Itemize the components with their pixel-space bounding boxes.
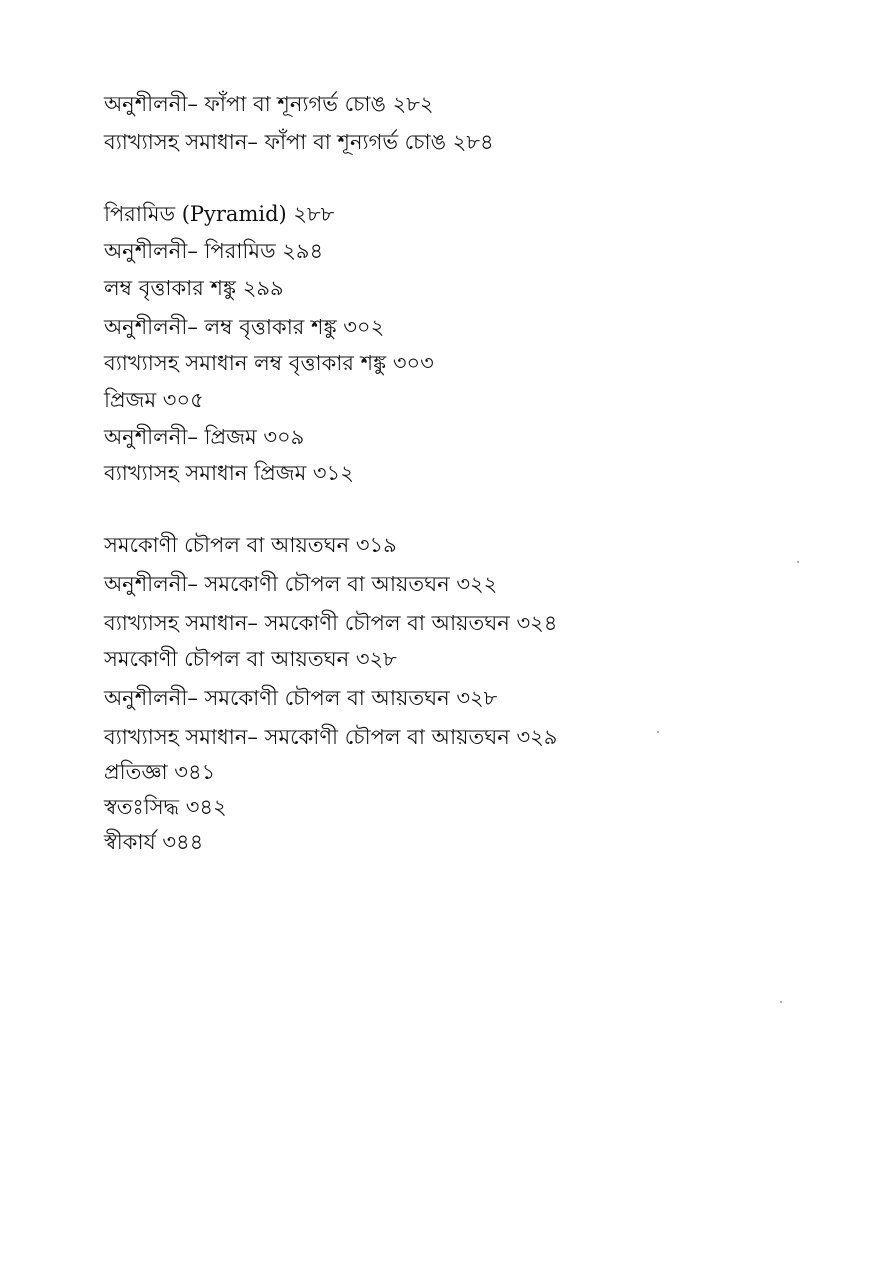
toc-entry-hollow-cylinder-exercise: অনুশীলনী– ফাঁপা বা শূন্যগর্ভ চোঙ ২৮২ — [104, 92, 434, 116]
toc-entry-cuboid-exercise-repeat: অনুশীলনী– সমকোণী চৌপল বা আয়তঘন ৩২৮ — [104, 686, 498, 710]
scan-speck — [657, 731, 659, 733]
scan-speck — [797, 561, 799, 563]
toc-entry-right-circular-cone-exercise: অনুশীলনী– লম্ব বৃত্তাকার শঙ্কু ৩০২ — [104, 315, 385, 339]
toc-entry-cuboid-exercise: অনুশীলনী– সমকোণী চৌপল বা আয়তঘন ৩২২ — [104, 572, 498, 596]
toc-entry-hollow-cylinder-solutions: ব্যাখ্যাসহ সমাধান– ফাঁপা বা শূন্যগর্ভ চোঙ ২৮৪ — [104, 130, 494, 154]
toc-entry-right-circular-cone-solutions: ব্যাখ্যাসহ সমাধান লম্ব বৃত্তাকার শঙ্কু ৩০৩ — [104, 351, 434, 375]
toc-entry-cuboid-solutions: ব্যাখ্যাসহ সমাধান– সমকোণী চৌপল বা আয়তঘন ৩২৪ — [104, 611, 558, 635]
toc-entry-theorem: প্রতিজ্ঞা ৩৪১ — [104, 760, 216, 784]
toc-entry-cuboid-repeat: সমকোণী চৌপল বা আয়তঘন ৩২৮ — [104, 647, 397, 671]
toc-entry-axiom: স্বতঃসিদ্ধ ৩৪২ — [104, 795, 227, 819]
toc-entry-pyramid: পিরামিড (Pyramid) ২৮৮ — [104, 202, 335, 226]
toc-entry-cuboid: সমকোণী চৌপল বা আয়তঘন ৩১৯ — [104, 533, 397, 557]
toc-entry-cuboid-solutions-repeat: ব্যাখ্যাসহ সমাধান– সমকোণী চৌপল বা আয়তঘন ৩২৯ — [104, 725, 558, 749]
scan-speck — [780, 1001, 782, 1003]
toc-entry-prism-solutions: ব্যাখ্যাসহ সমাধান প্রিজম ৩১২ — [104, 461, 354, 485]
toc-entry-prism-exercise: অনুশীলনী– প্রিজম ৩০৯ — [104, 425, 305, 449]
toc-entry-pyramid-exercise: অনুশীলনী– পিরামিড ২৯৪ — [104, 239, 324, 263]
toc-entry-postulate: স্বীকার্য ৩৪৪ — [104, 830, 204, 854]
toc-entry-prism: প্রিজম ৩০৫ — [104, 388, 204, 412]
toc-entry-right-circular-cone: লম্ব বৃত্তাকার শঙ্কু ২৯৯ — [104, 276, 284, 300]
